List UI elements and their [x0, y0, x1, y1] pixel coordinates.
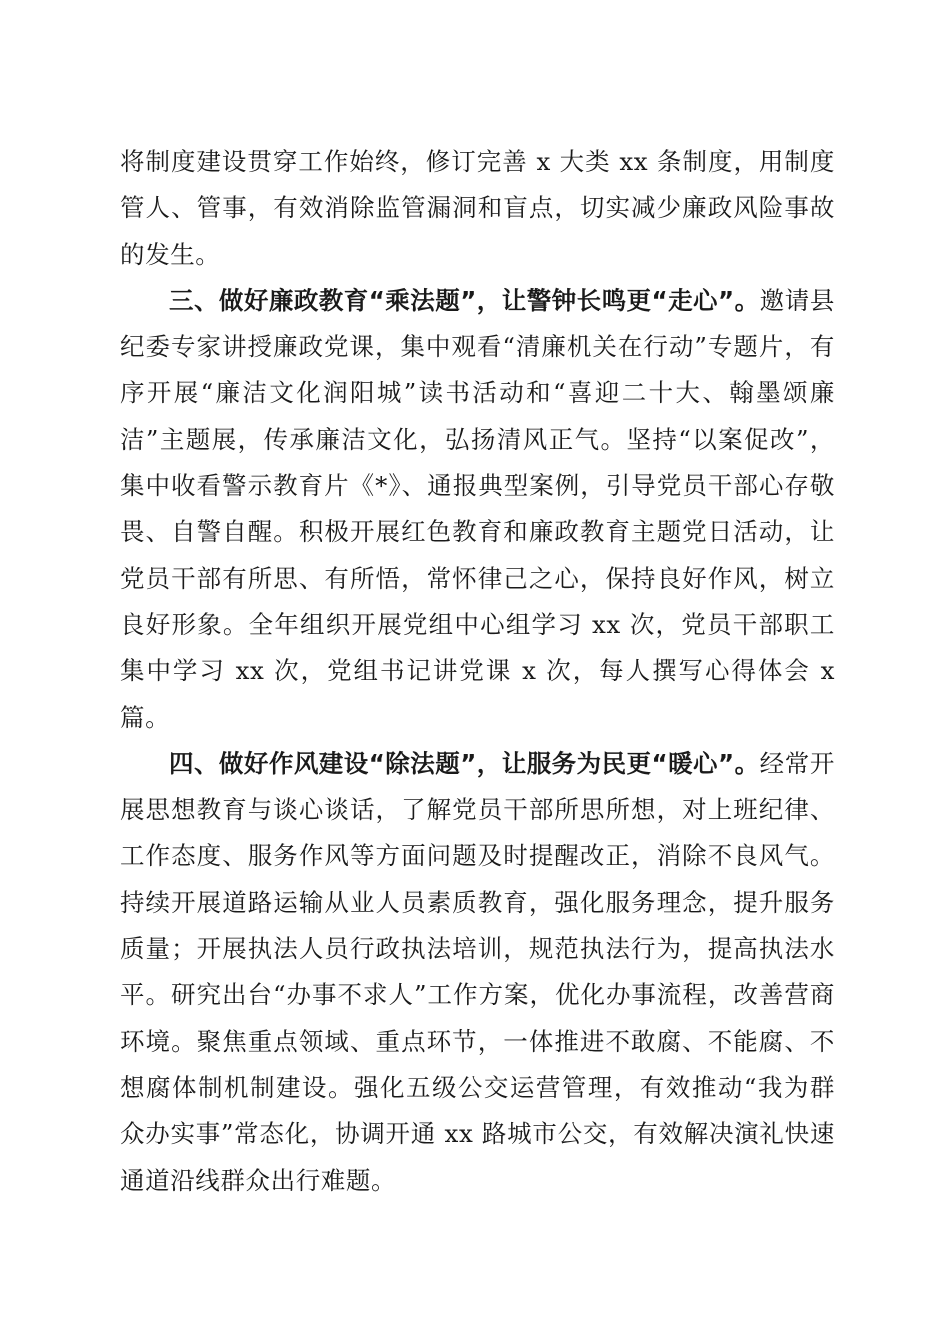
paragraph-3-text: 经常开展思想教育与谈心谈话，了解党员干部所思所想，对上班纪律、工作态度、服务作风等方面问题及时提醒改正，消除不良风气。持续开展道路运输从业人员素质教育，强化服务理念，提升服务质量；开展执法人员行政执法培训，规范执法行为，提高执法水平。研究出台“办事不求人”工作方案，优化办事流程，改善营商环境。聚焦重点领域、重点环节，一体推进不敢腐、不能腐、不想腐体制机制建设。强化五级公交运营管理，有效推动“我为群众办实事”常态化，协调开通 xx 路城市公交，有效解决演礼快速通道沿线群众出行难题。 [120, 748, 835, 1195]
paragraph-1-text: 将制度建设贯穿工作始终，修订完善 x 大类 xx 条制度，用制度管人、管事，有效消除监管漏洞和盲点，切实减少廉政风险事故的发生。 [120, 147, 835, 269]
paragraph-2 [120, 278, 835, 741]
paragraph-2-text: 邀请县纪委专家讲授廉政党课，集中观看“清廉机关在行动”专题片，有序开展“廉洁文化润阳城”读书活动和“喜迎二十大、翰墨颂廉洁”主题展，传承廉洁文化，弘扬清风正气。坚持“以案促改”，集中收看警示教育片《*》、通报典型案例，引导党员干部心存敬畏、自警自醒。积极开展红色教育和廉政教育主题党日活动，让党员干部有所思、有所悟，常怀律己之心，保持良好作风，树立良好形象。全年组织开展党组中心组学习 xx 次，党员干部职工集中学习 xx 次，党组书记讲党课 x 次，每人撰写心得体会 x 篇。 [120, 285, 835, 732]
paragraph-1 [120, 139, 835, 278]
document-body [120, 139, 835, 1204]
section-3-heading: 三、做好廉政教育“乘法题”，让警钟长鸣更“走心”。 [169, 285, 760, 315]
paragraph-3 [120, 741, 835, 1204]
section-4-heading: 四、做好作风建设“除法题”，让服务为民更“暖心”。 [169, 748, 760, 778]
